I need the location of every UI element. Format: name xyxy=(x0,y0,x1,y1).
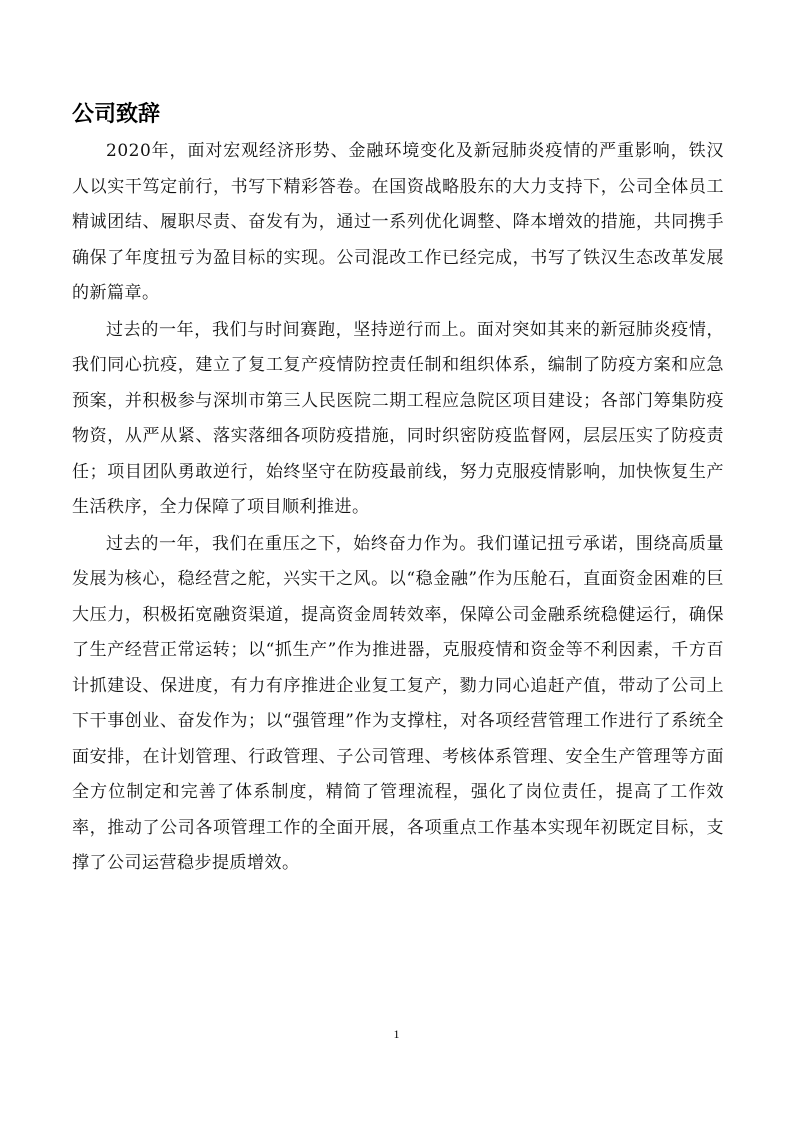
page-content xyxy=(72,100,724,883)
page-number: 1 xyxy=(393,1027,400,1041)
paragraph-2: 过去的一年，我们与时间赛跑，坚持逆行而上。面对突如其来的新冠肺炎疫情，我们同心抗疫，建立了复工复产疫情防控责任制和组织体系，编制了防疫方案和应急预案，并积极参与深圳市第三人民医院二期工程应急院区项目建设；各部门筹集防疫物资，从严从紧、落实落细各项防疫措施，同时织密防疫监督网，层层压实了防疫责任；项目团队勇敢逆行，始终坚守在防疫最前线，努力克服疫情影响，加快恢复生产生活秩序，全力保障了项目顺利推进。 xyxy=(72,319,724,517)
page-title: 公司致辞 xyxy=(72,102,161,127)
paragraph-1: 2020年，面对宏观经济形势、金融环境变化及新冠肺炎疫情的严重影响，铁汉人以实干笃定前行，书写下精彩答卷。在国资战略股东的大力支持下，公司全体员工精诚团结、履职尽责、奋发有为，通过一系列优化调整、降本增效的措施，共同携手确保了年度扭亏为盈目标的实现。公司混改工作已经完成，书写了铁汉生态改革发展的新篇章。 xyxy=(72,141,724,303)
paragraph-3: 过去的一年，我们在重压之下，始终奋力作为。我们谨记扭亏承诺，围绕高质量发展为核心，稳经营之舵，兴实干之风。以“稳金融”作为压舱石，直面资金困难的巨大压力，积极拓宽融资渠道，提高资金周转效率，保障公司金融系统稳健运行，确保了生产经营正常运转；以“抓生产”作为推进器，克服疫情和资金等不利因素，千方百计抓建设、保进度，有力有序推进企业复工复产，勠力同心追赶产值，带动了公司上下干事创业、奋发作为；以“强管理”作为支撑柱，对各项经营管理工作进行了系统全面安排，在计划管理、行政管理、子公司管理、考核体系管理、安全生产管理等方面全方位制定和完善了体系制度，精简了管理流程，强化了岗位责任，提高了工作效率，推动了公司各项管理工作的全面开展，各项重点工作基本实现年初既定目标，支撑了公司运营稳步提质增效。 xyxy=(72,533,724,873)
